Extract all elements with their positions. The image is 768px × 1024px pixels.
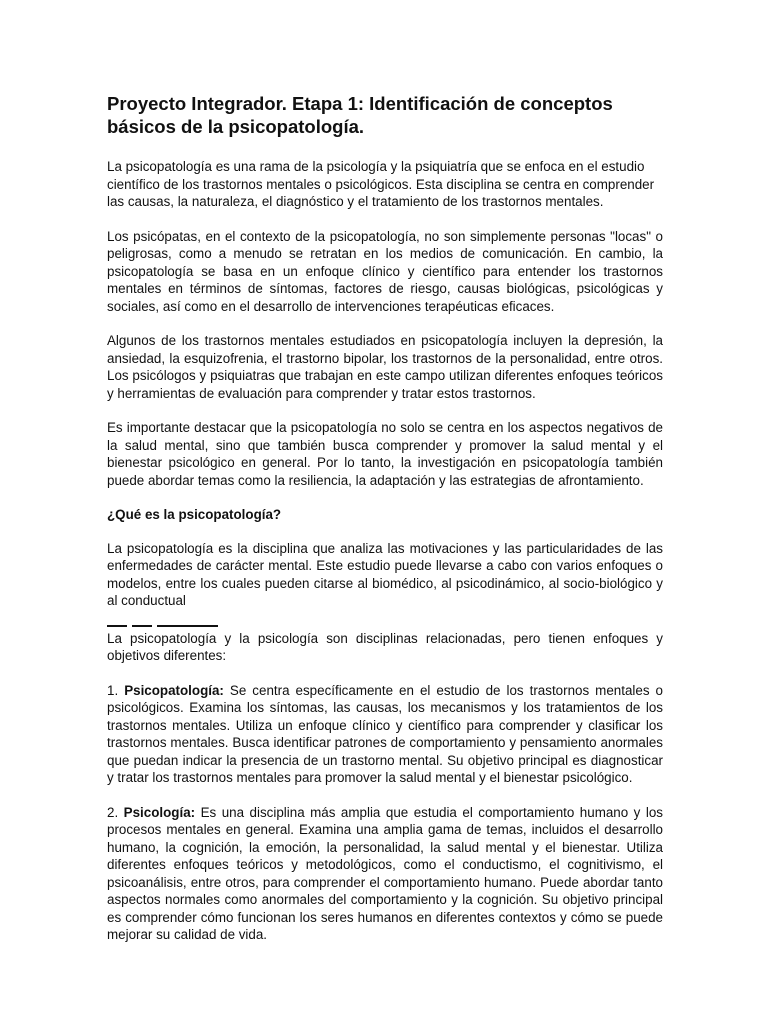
intro-paragraph-1: La psicopatología es una rama de la psicología y la psiquiatría que se enfoca en el estudio científico de los trastornos mentales o psicológicos. Esta disciplina se centra en comprender las causas, la naturaleza, el diagnóstico y el tratamiento de los trastornos mentales. — [107, 159, 655, 209]
list-item-psicopatologia — [107, 682, 663, 787]
list-item-text: Es una disciplina más amplia que estudia el comportamiento humano y los procesos mentales en general. Examina una amplia gama de temas, incluidos el desarrollo humano, la cognición, la emoción, la personalidad, la salud mental y el bienestar. Utiliza diferentes enfoques teóricos y metodológicos, como el conductismo, el cognitivismo, el psicoanálisis, entre otros, para comprender el comportamiento humano. Puede abordar tanto aspectos normales como anormales del comportamiento y la cognición. Su objetivo principal es comprender cómo funcionan los seres humanos en diferentes contextos y cómo se puede mejorar su calidad de vida. — [107, 804, 663, 942]
question-heading: ¿Qué es la psicopatología? — [107, 507, 282, 522]
list-item-number: 1. — [107, 682, 119, 698]
document-page — [107, 92, 663, 961]
document-title: Proyecto Integrador. Etapa 1: Identificación de conceptos básicos de la psicopatología. — [107, 93, 613, 137]
comparison-intro: La psicopatología y la psicología son disciplinas relacionadas, pero tienen enfoques y objetivos diferentes: — [107, 630, 663, 663]
list-item-term: Psicopatología: — [124, 682, 224, 698]
divider-segment — [107, 625, 127, 627]
divider-segment — [132, 625, 152, 627]
intro-paragraph-4: Es importante destacar que la psicopatología no solo se centra en los aspectos negativos de la salud mental, sino que también busca comprender y promover la salud mental y el bienestar psicológico en general. Por lo tanto, la investigación en psicopatología también puede abordar temas como la resiliencia, la adaptación y las estrategias de afrontamiento. — [107, 420, 663, 488]
definition-paragraph: La psicopatología es la disciplina que analiza las motivaciones y las particularidades de las enfermedades de carácter mental. Este estudio puede llevarse a cabo con varios enfoques o modelos, entre los cuales pueden citarse al biomédico, al psicodinámico, al socio-biológico y al conductual — [107, 540, 663, 608]
intro-paragraph-2: Los psicópatas, en el contexto de la psicopatología, no son simplemente personas "locas" o peligrosas, como a menudo se retratan en los medios de comunicación. En cambio, la psicopatología se basa en un enfoque clínico y científico para entender los trastornos mentales en términos de síntomas, factores de riesgo, causas biológicas, psicológicas y sociales, así como en el desarrollo de intervenciones terapéuticas eficaces. — [107, 228, 663, 314]
list-item-text: Se centra específicamente en el estudio de los trastornos mentales o psicológicos. Examina los síntomas, las causas, los mecanismos y los tratamientos de los trastornos mentales. Utiliza un enfoque clínico y científico para comprender y clasificar los trastornos mentales. Busca identificar patrones de comportamiento y pensamiento anormales que puedan indicar la presencia de un trastorno mental. Su objetivo principal es diagnosticar y tratar los trastornos mentales para promover la salud mental y el bienestar psicológico. — [107, 682, 663, 785]
divider-segment — [157, 625, 218, 627]
list-item-psicologia — [107, 804, 663, 944]
section-divider — [107, 625, 663, 628]
intro-paragraph-3: Algunos de los trastornos mentales estudiados en psicopatología incluyen la depresión, la ansiedad, la esquizofrenia, el trastorno bipolar, los trastornos de la personalidad, entre otros. Los psicólogos y psiquiatras que trabajan en este campo utilizan diferentes enfoques teóricos y herramientas de evaluación para comprender y tratar estos trastornos. — [107, 333, 663, 401]
list-item-term: Psicología: — [123, 804, 196, 820]
list-item-number: 2. — [107, 804, 119, 820]
